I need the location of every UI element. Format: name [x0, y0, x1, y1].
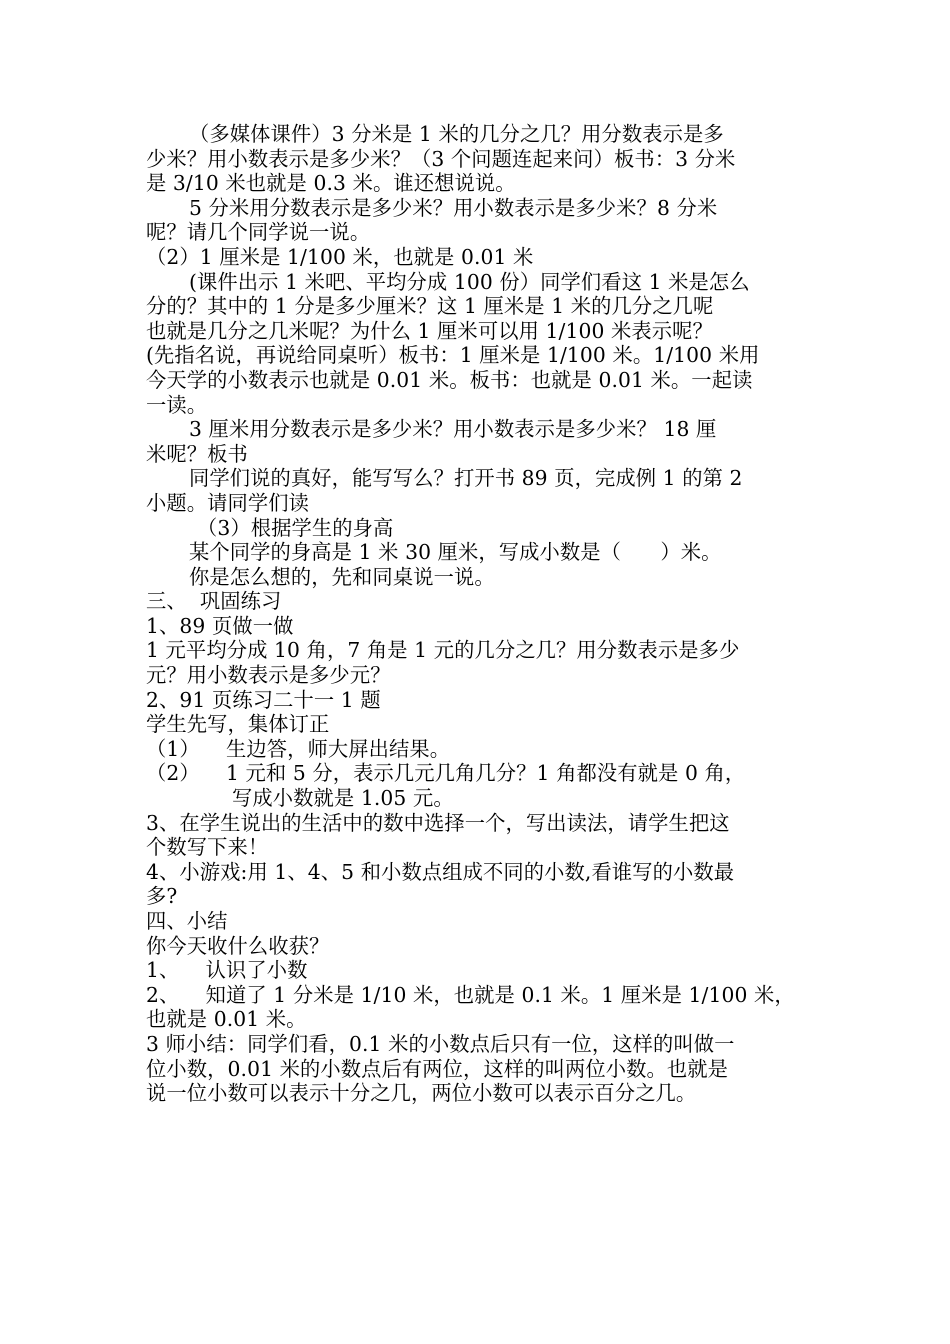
- text-line: （1） 生边答，师大屏出结果。: [146, 736, 451, 761]
- text-line: 5 分米用分数表示是多少米？用小数表示是多少米？8 分米: [189, 195, 718, 220]
- text-line: 少米？用小数表示是多少米？（3 个问题连起来问）板书：3 分米: [146, 146, 736, 171]
- text-line: （多媒体课件）3 分米是 1 米的几分之几？用分数表示是多: [189, 122, 724, 146]
- text-line: 1、 认识了小数: [146, 958, 308, 983]
- text-line: 呢？请几个同学说一说。: [146, 220, 371, 245]
- text-line: 同学们说的真好，能写写么？打开书 89 页，完成例 1 的第 2: [189, 466, 743, 491]
- text-line: 3 厘米用分数表示是多少米？用小数表示是多少米？ 18 厘: [189, 417, 717, 442]
- text-line: 小题。请同学们读: [146, 490, 310, 515]
- text-line: 说一位小数可以表示十分之几，两位小数可以表示百分之几。: [146, 1081, 697, 1106]
- text-line: 也就是 0.01 米。: [146, 1007, 307, 1032]
- text-line: 是 3/10 米也就是 0.3 米。谁还想说说。: [146, 171, 516, 196]
- text-line: 三、 巩固练习: [146, 589, 282, 614]
- text-line: (课件出示 1 米吧、平均分成 100 份）同学们看这 1 米是怎么: [189, 269, 750, 294]
- text-line: 一读。: [146, 392, 208, 417]
- text-line: 某个同学的身高是 1 米 30 厘米，写成小数是（ ）米。: [189, 540, 722, 565]
- text-line: 今天学的小数表示也就是 0.01 米。板书：也就是 0.01 米。一起读: [146, 367, 753, 392]
- text-line: 位小数，0.01 米的小数点后有两位，这样的叫两位小数。也就是: [146, 1056, 729, 1081]
- text-line: 3、在学生说出的生活中的数中选择一个，写出读法，请学生把这: [146, 810, 730, 835]
- text-line: 多?: [146, 884, 178, 909]
- text-line: 2、 知道了 1 分米是 1/10 米，也就是 0.1 米。1 厘米是 1/100 米，: [146, 982, 795, 1007]
- text-line: 3 师小结：同学们看，0.1 米的小数点后只有一位，这样的叫做一: [146, 1031, 735, 1056]
- text-line: 你今天收什么收获？: [146, 933, 330, 958]
- text-line: 1 元平均分成 10 角，7 角是 1 元的几分之几？用分数表示是多少: [146, 638, 740, 663]
- text-line: 四、小结: [146, 909, 228, 933]
- text-line: 元？用小数表示是多少元？: [146, 663, 391, 688]
- text-line: 2、91 页练习二十一 1 题: [146, 687, 381, 712]
- text-line: (先指名说，再说给同桌听）板书：1 厘米是 1/100 米。1/100 米用: [146, 343, 760, 368]
- text-line: 你是怎么想的，先和同桌说一说。: [189, 564, 495, 589]
- text-line: （2） 1 元和 5 分，表示几元几角几分？1 角都没有就是 0 角，: [146, 761, 746, 786]
- text-line: 写成小数就是 1.05 元。: [232, 786, 454, 811]
- text-line: 4、小游戏:用 1、4、5 和小数点组成不同的小数,看谁写的小数最: [146, 859, 735, 884]
- text-line: 分的？其中的 1 分是多少厘米？这 1 厘米是 1 米的几分之几呢: [146, 294, 714, 319]
- text-line: （2）1 厘米是 1/100 米，也就是 0.01 米: [146, 244, 534, 269]
- text-line: 也就是几分之几米呢？为什么 1 厘米可以用 1/100 米表示呢？: [146, 318, 713, 343]
- document-body: [146, 122, 818, 1106]
- text-line: 学生先写，集体订正: [146, 712, 330, 737]
- text-line: 米呢？板书: [146, 441, 248, 466]
- text-line: 个数写下来！: [146, 835, 269, 860]
- text-line: 1、89 页做一做: [146, 613, 294, 638]
- text-line: （3）根据学生的身高: [197, 515, 394, 540]
